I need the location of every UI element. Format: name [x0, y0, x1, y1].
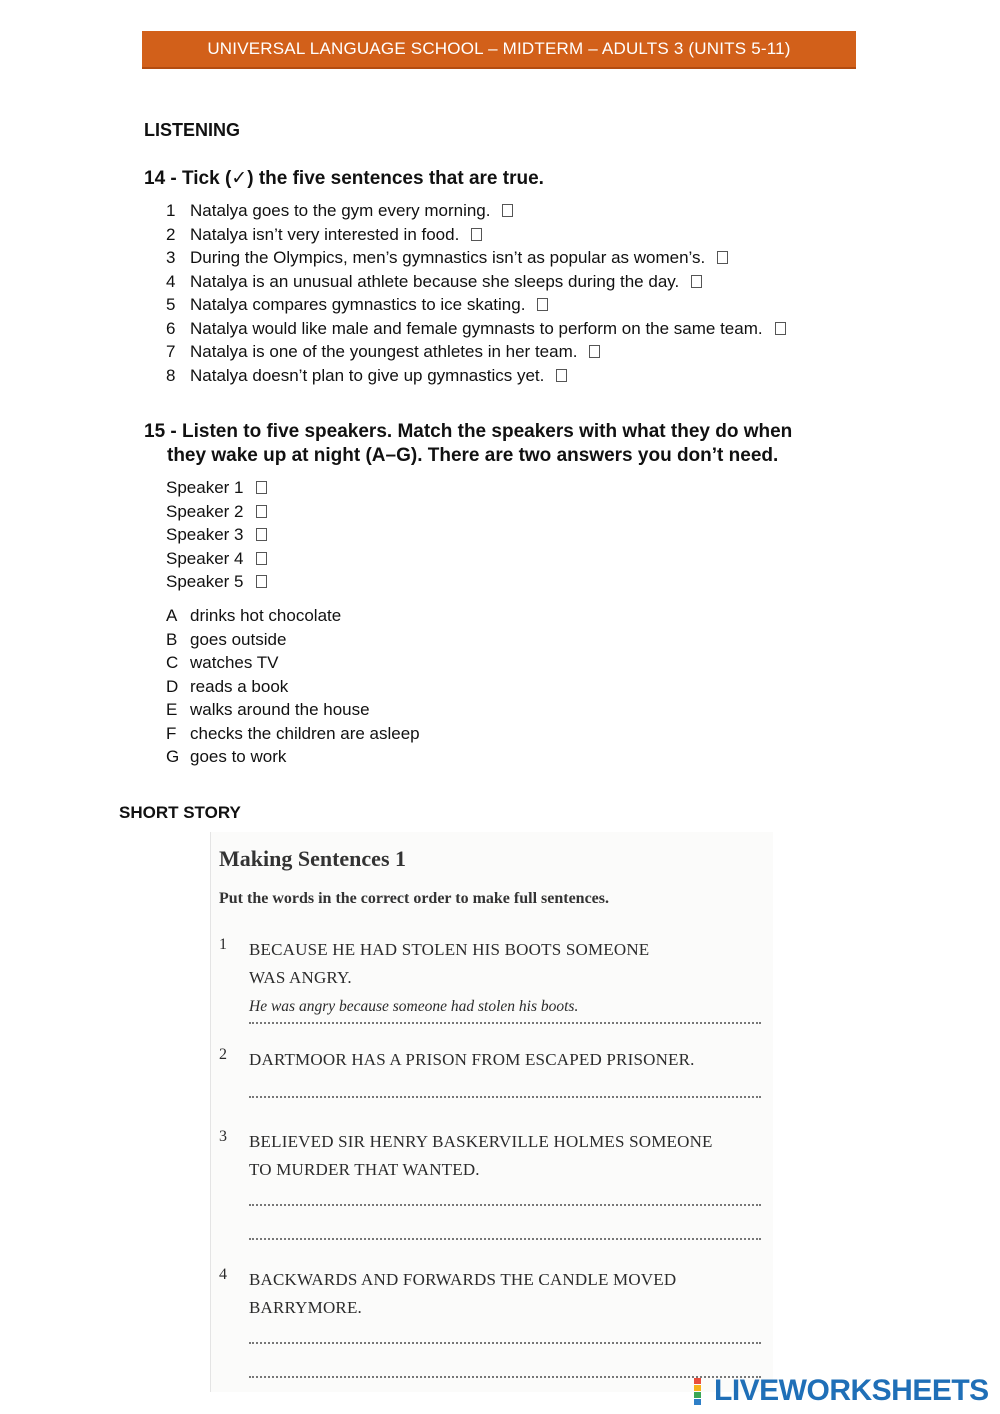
tick-box[interactable] — [537, 298, 548, 311]
tick-box[interactable] — [556, 369, 567, 382]
speaker-row — [166, 547, 267, 571]
q14-item-text: Natalya is an unusual athlete because she sleeps during the day. — [190, 271, 680, 291]
answer-box[interactable] — [256, 528, 267, 541]
answer-line[interactable] — [249, 1376, 761, 1378]
worksheet-instruction: Put the words in the correct order to make full sentences. — [219, 890, 609, 907]
speaker-row — [166, 476, 267, 500]
answer-box[interactable] — [256, 552, 267, 565]
worksheet-title: Making Sentences 1 — [219, 846, 406, 871]
answer-line[interactable] — [249, 1342, 761, 1344]
q14-item-text: Natalya doesn’t plan to give up gymnastics yet. — [190, 365, 545, 385]
q14-item-text: During the Olympics, men’s gymnastics isn’t as popular as women’s. — [190, 248, 706, 267]
q14-title: 14 - Tick (✓) the five sentences that are true. — [144, 168, 544, 189]
tick-box[interactable] — [589, 345, 600, 358]
q14-item: 5 Natalya compares gymnastics to ice skating. — [166, 293, 548, 317]
option-item: C watches TV — [166, 653, 279, 672]
logo-mark-icon — [694, 1377, 710, 1405]
q14-item-text: Natalya isn’t very interested in food. — [190, 224, 460, 244]
q14-item-text: Natalya is one of the youngest athletes in her team. — [190, 342, 578, 361]
q14-item: 4 Natalya is an unusual athlete because she sleeps during the day. — [166, 270, 702, 294]
q14-item: 2 Natalya isn’t very interested in food. — [166, 223, 482, 247]
tick-box[interactable] — [691, 275, 702, 288]
answer-box[interactable] — [256, 575, 267, 588]
q14-item: 6 Natalya would like male and female gymnasts to perform on the same team. — [166, 317, 786, 341]
header-title: UNIVERSAL LANGUAGE SCHOOL – MIDTERM – ADULTS 3 (UNITS 5-11) — [207, 39, 791, 58]
logo-text: LIVEWORKSHEETS — [714, 1374, 989, 1407]
speaker-row — [166, 500, 267, 524]
speaker-row — [166, 523, 267, 547]
tick-box[interactable] — [717, 251, 728, 264]
q14-item-text: Natalya goes to the gym every morning. — [190, 201, 491, 220]
speaker-label: Speaker 3 — [166, 525, 244, 544]
answer-line[interactable] — [249, 1096, 761, 1098]
speaker-label: Speaker 4 — [166, 548, 244, 568]
listening-heading: LISTENING — [144, 120, 241, 140]
option-item: B goes outside — [166, 629, 287, 649]
option-item: A drinks hot chocolate — [166, 606, 342, 625]
speaker-label: Speaker 5 — [166, 572, 244, 591]
q14-item: 1 Natalya goes to the gym every morning. — [166, 199, 513, 223]
header-bar — [142, 31, 856, 69]
tick-box[interactable] — [775, 322, 786, 335]
short-story-heading: SHORT STORY — [119, 803, 241, 822]
example-answer: He was angry because someone had stolen his boots. — [249, 998, 579, 1015]
q14-item-text: Natalya compares gymnastics to ice skating. — [190, 295, 526, 314]
speaker-label: Speaker 2 — [166, 501, 244, 521]
answer-line[interactable] — [249, 1204, 761, 1206]
q14-item: 3 During the Olympics, men’s gymnastics isn’t as popular as women’s. — [166, 246, 728, 270]
answer-box[interactable] — [256, 505, 267, 518]
option-item: D reads a book — [166, 676, 289, 696]
speaker-label: Speaker 1 — [166, 478, 244, 497]
q14-item: 7 Natalya is one of the youngest athletes in her team. — [166, 340, 600, 364]
option-item: F checks the children are asleep — [166, 723, 420, 743]
answer-line[interactable] — [249, 1022, 761, 1024]
answer-box[interactable] — [256, 481, 267, 494]
answer-line[interactable] — [249, 1238, 761, 1240]
q14-item: 8 Natalya doesn’t plan to give up gymnastics yet. — [166, 364, 567, 388]
option-item: E walks around the house — [166, 700, 370, 719]
q14-item-text: Natalya would like male and female gymnasts to perform on the same team. — [190, 318, 763, 338]
q15-title: 15 - Listen to five speakers. Match the speakers with what they do when they wake up at night (A–G). There are two answers you don’t need. — [144, 421, 793, 466]
tick-box[interactable] — [471, 228, 482, 241]
speaker-row — [166, 570, 267, 594]
scanned-worksheet: Making Sentences 1 Put the words in the correct order to make full sentences. 1 BECAUSE HE HAD STOLEN HIS BOOTS SOMEONE WAS ANGRY. He was angry because someone had stolen his boots. 2 DARTMOOR HAS A PRISON FROM ESCAPED PRISONER. 3 BELIEVED SIR HENRY BASKERVILLE HOLMES SOMEONE TO MURDER THAT WANTED. 4 BACKWARDS AND FORWARDS THE CANDLE MOVED BARRYMORE. — [210, 832, 773, 1392]
liveworksheets-logo[interactable] — [694, 1374, 994, 1408]
tick-box[interactable] — [502, 204, 513, 217]
option-item: G goes to work — [166, 747, 287, 766]
